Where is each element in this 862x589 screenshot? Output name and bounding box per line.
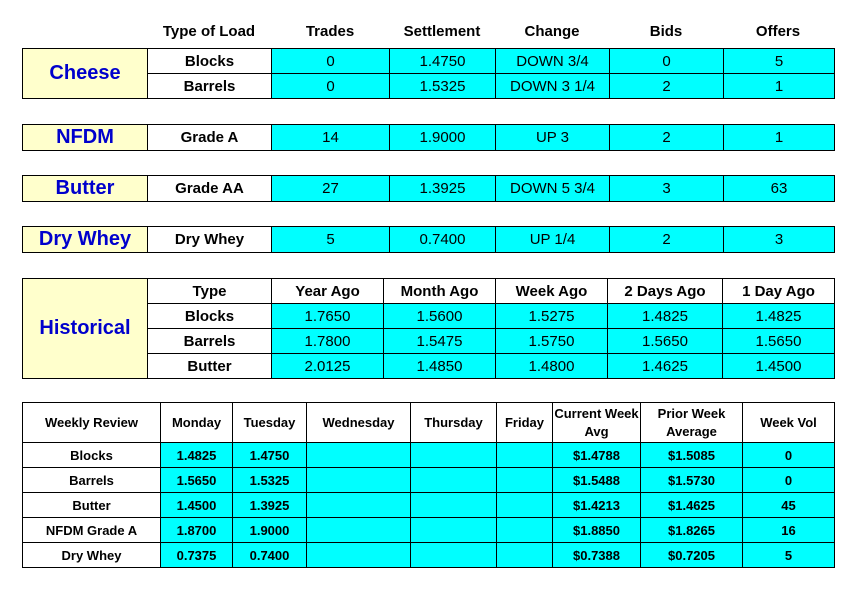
weekly-cell: $1.5085 [641,443,743,468]
historical-value: 1.7800 [272,329,384,354]
weekly-cell [307,468,411,493]
weekly-cell: 1.4500 [161,493,233,518]
nfdm-offers: 1 [724,125,835,151]
cheese-type: Blocks [148,49,272,74]
weekly-header: Prior Week Average [641,403,743,443]
weekly-cell: 1.4825 [161,443,233,468]
weekly-cell: $1.4788 [553,443,641,468]
weekly-header: Weekly Review [23,403,161,443]
header-type-of-load: Type of Load [162,23,256,40]
header-trades: Trades [305,23,355,40]
historical-type: Butter [148,354,272,379]
historical-value: 1.5275 [496,304,608,329]
nfdm-settlement: 1.9000 [390,125,496,151]
historical-header-type: Type [148,279,272,304]
weekly-review-table [22,402,835,568]
cheese-bids: 0 [610,49,724,74]
nfdm-change: UP 3 [496,125,610,151]
nfdm-bids: 2 [610,125,724,151]
historical-value: 1.4825 [723,304,835,329]
butter-trades: 27 [272,176,390,202]
weekly-row-name: Butter [23,493,161,518]
weekly-cell: $1.8265 [641,518,743,543]
cheese-table [22,48,835,99]
header-settlement: Settlement [403,23,481,40]
weekly-cell [411,493,497,518]
cheese-bids: 2 [610,74,724,99]
butter-label: Butter [23,176,148,202]
weekly-cell: 0 [743,443,835,468]
historical-type: Blocks [148,304,272,329]
historical-value: 1.4500 [723,354,835,379]
weekly-cell [497,518,553,543]
dry-whey-label: Dry Whey [23,227,148,253]
weekly-cell: $1.4625 [641,493,743,518]
historical-value: 2.0125 [272,354,384,379]
cheese-settlement: 1.4750 [390,49,496,74]
butter-table [22,175,835,202]
weekly-row [23,468,835,493]
weekly-cell: 45 [743,493,835,518]
header-offers: Offers [755,23,801,40]
historical-value: 1.5600 [384,304,496,329]
weekly-header: Week Vol [743,403,835,443]
weekly-cell: $1.4213 [553,493,641,518]
weekly-cell: 1.3925 [233,493,307,518]
cheese-settlement: 1.5325 [390,74,496,99]
weekly-cell: $1.8850 [553,518,641,543]
weekly-cell [307,493,411,518]
weekly-header: Current Week Avg [553,403,641,443]
butter-bids: 3 [610,176,724,202]
historical-value: 1.5650 [608,329,723,354]
cheese-change: DOWN 3/4 [496,49,610,74]
weekly-header: Monday [161,403,233,443]
weekly-cell: 1.5325 [233,468,307,493]
weekly-cell [411,443,497,468]
weekly-row-name: Dry Whey [23,543,161,568]
historical-value: 1.4625 [608,354,723,379]
historical-header-2-days-ago: 2 Days Ago [608,279,723,304]
butter-offers: 63 [724,176,835,202]
weekly-cell [497,443,553,468]
historical-value: 1.4800 [496,354,608,379]
weekly-header: Friday [497,403,553,443]
nfdm-label: NFDM [23,125,148,151]
dry-whey-change: UP 1/4 [496,227,610,253]
weekly-row [23,493,835,518]
cheese-trades: 0 [272,49,390,74]
weekly-cell: 0.7375 [161,543,233,568]
weekly-cell [497,493,553,518]
dry-whey-trades: 5 [272,227,390,253]
historical-value: 1.5475 [384,329,496,354]
historical-header-week-ago: Week Ago [496,279,608,304]
butter-settlement: 1.3925 [390,176,496,202]
weekly-cell: 1.9000 [233,518,307,543]
historical-table [22,278,835,379]
historical-value: 1.5750 [496,329,608,354]
weekly-header: Thursday [411,403,497,443]
cheese-offers: 1 [724,74,835,99]
weekly-cell: 0 [743,468,835,493]
weekly-row-name: Blocks [23,443,161,468]
cheese-label: Cheese [23,49,148,99]
nfdm-type: Grade A [148,125,272,151]
weekly-row [23,518,835,543]
butter-change: DOWN 5 3/4 [496,176,610,202]
weekly-row-name: Barrels [23,468,161,493]
weekly-cell: 0.7400 [233,543,307,568]
cheese-type: Barrels [148,74,272,99]
weekly-cell [307,543,411,568]
header-change: Change [524,23,580,40]
historical-value: 1.5650 [723,329,835,354]
weekly-cell: 16 [743,518,835,543]
weekly-cell: $1.5730 [641,468,743,493]
dry-whey-settlement: 0.7400 [390,227,496,253]
weekly-cell: $1.5488 [553,468,641,493]
cheese-offers: 5 [724,49,835,74]
historical-header-month-ago: Month Ago [384,279,496,304]
weekly-header: Tuesday [233,403,307,443]
historical-type: Barrels [148,329,272,354]
historical-value: 1.7650 [272,304,384,329]
weekly-cell [497,543,553,568]
dry-whey-offers: 3 [724,227,835,253]
weekly-header: Wednesday [307,403,411,443]
weekly-cell: 5 [743,543,835,568]
cheese-change: DOWN 3 1/4 [496,74,610,99]
weekly-header-row [23,403,835,443]
weekly-cell: 1.5650 [161,468,233,493]
header-bids: Bids [649,23,683,40]
weekly-cell [497,468,553,493]
weekly-cell: 1.4750 [233,443,307,468]
historical-header-year-ago: Year Ago [272,279,384,304]
dry-whey-table [22,226,835,253]
weekly-cell [411,468,497,493]
weekly-cell [411,518,497,543]
weekly-cell [307,518,411,543]
historical-value: 1.4825 [608,304,723,329]
nfdm-table [22,124,835,151]
historical-value: 1.4850 [384,354,496,379]
weekly-row [23,443,835,468]
weekly-cell: 1.8700 [161,518,233,543]
cheese-trades: 0 [272,74,390,99]
weekly-cell: $0.7205 [641,543,743,568]
nfdm-trades: 14 [272,125,390,151]
weekly-cell [411,543,497,568]
dry-whey-type: Dry Whey [148,227,272,253]
weekly-cell: $0.7388 [553,543,641,568]
weekly-row-name: NFDM Grade A [23,518,161,543]
dry-whey-bids: 2 [610,227,724,253]
historical-label: Historical [23,279,148,379]
weekly-cell [307,443,411,468]
historical-header-1-day-ago: 1 Day Ago [723,279,835,304]
butter-type: Grade AA [148,176,272,202]
weekly-row [23,543,835,568]
